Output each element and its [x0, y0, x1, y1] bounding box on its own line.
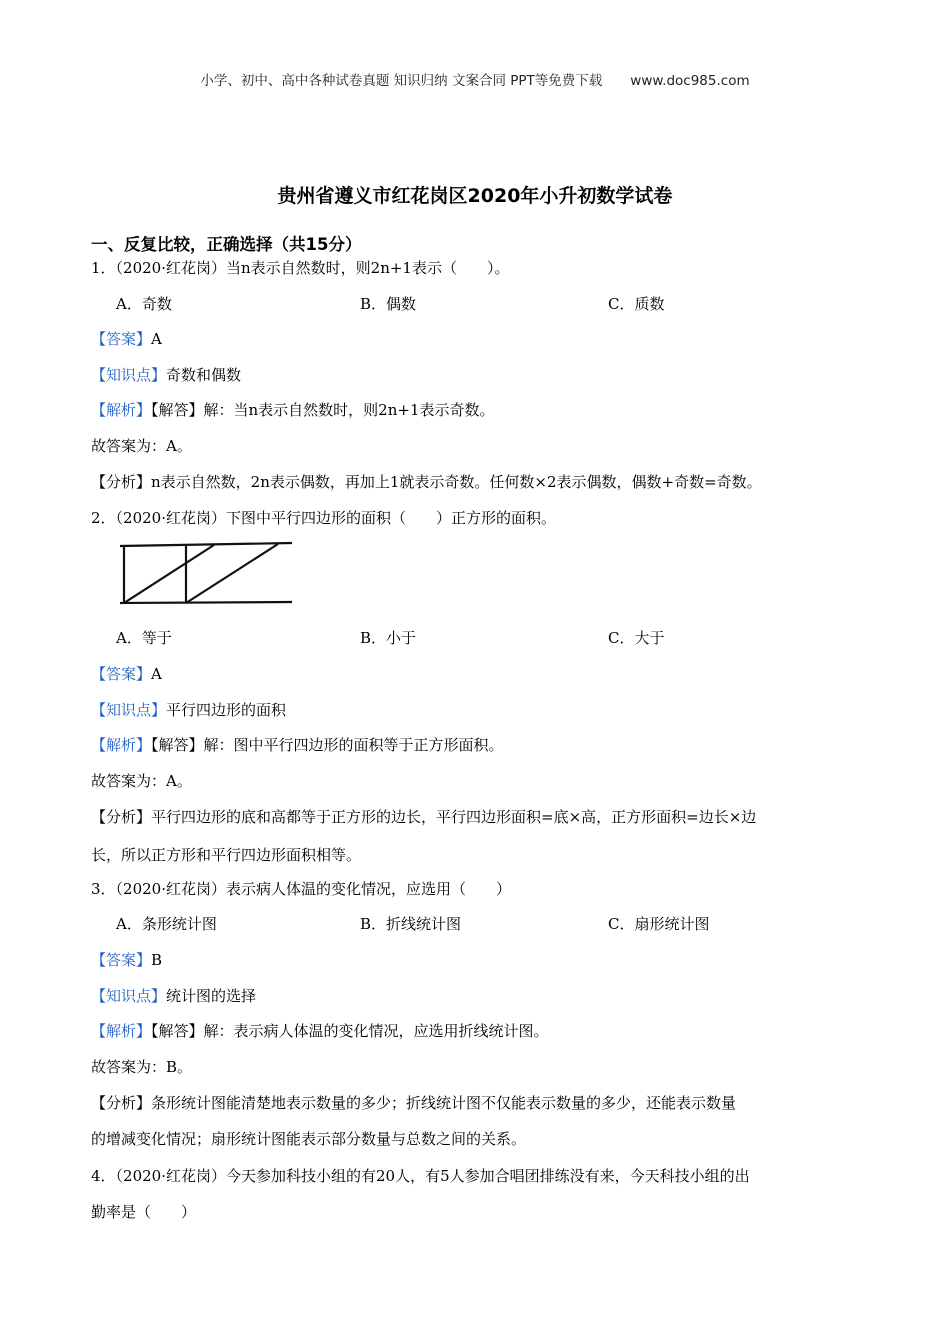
- q3-reason-line2: 的增减变化情况；扇形统计图能表示部分数量与总数之间的关系。: [91, 1130, 527, 1148]
- page-title: 贵州省遵义市红花岗区2020年小升初数学试卷: [277, 185, 673, 207]
- analysis-label: 【解析】: [91, 1022, 152, 1040]
- q2-stem: 2．（2020·红花岗）下图中平行四边形的面积（ ）正方形的面积。: [91, 509, 556, 527]
- knowledge-label: 【知识点】: [91, 987, 167, 1005]
- q2-knowledge: 平行四边形的面积: [166, 701, 287, 719]
- q4-stem-line2: 勤率是（ ）: [91, 1203, 197, 1221]
- figure-top-line: [120, 543, 292, 546]
- page-header: [0, 69, 950, 89]
- q3-reason-row: [91, 1093, 736, 1113]
- q2-conclusion: 故答案为：A。: [91, 772, 192, 790]
- knowledge-label: 【知识点】: [91, 366, 167, 384]
- q3-reason-line1: 条形统计图能清楚地表示数量的多少；折线统计图不仅能表示数量的多少，还能表示数量: [151, 1094, 737, 1112]
- q2-reason-row: [91, 807, 756, 827]
- figure-bottom-line: [120, 602, 292, 603]
- analysis-label: 【解析】: [91, 736, 152, 754]
- q2-answer: A: [151, 665, 162, 683]
- q1-analysis: 【解答】解：当n表示自然数时，则2n+1表示奇数。: [151, 401, 495, 419]
- q2-reason-line1: 平行四边形的底和高都等于正方形的边长，平行四边形面积=底×高，正方形面积=边长×边: [151, 808, 757, 826]
- q3-analysis-row: [91, 1021, 549, 1041]
- q3-answer-row: [91, 950, 162, 970]
- answer-label: 【答案】: [91, 330, 152, 348]
- q2-analysis-row: [91, 735, 504, 755]
- q2-option-c: C．大于: [608, 629, 665, 647]
- q1-conclusion: 故答案为：A。: [91, 437, 192, 455]
- q1-knowledge-row: [91, 365, 241, 385]
- q2-answer-row: [91, 664, 162, 684]
- q1-reason-row: [91, 472, 762, 492]
- q1-reason: n表示自然数，2n表示偶数，再加上1就表示奇数。任何数×2表示偶数，偶数+奇数=奇数。: [151, 473, 762, 491]
- q4-stem-line1: 4．（2020·红花岗）今天参加科技小组的有20人，有5人参加合唱团排练没有来，今天科技小组的出: [91, 1167, 750, 1185]
- answer-label: 【答案】: [91, 665, 152, 683]
- q3-option-c: C．扇形统计图: [608, 915, 710, 933]
- q1-stem: 1．（2020·红花岗）当n表示自然数时，则2n+1表示（ ）。: [91, 259, 510, 277]
- q2-reason-line2: 长，所以正方形和平行四边形面积相等。: [91, 846, 362, 864]
- q1-analysis-row: [91, 400, 495, 420]
- parallelogram-square-figure: [118, 540, 294, 608]
- section-heading: 一、反复比较，正确选择（共15分）: [91, 235, 362, 254]
- q1-option-b: B．偶数: [360, 295, 417, 313]
- analysis-label: 【解析】: [91, 401, 152, 419]
- reason-label: 【分析】: [91, 473, 152, 491]
- q1-knowledge: 奇数和偶数: [166, 366, 242, 384]
- header-site-link[interactable]: www.doc985.com: [630, 73, 750, 89]
- q2-option-a: A．等于: [116, 629, 172, 647]
- q3-answer: B: [151, 951, 163, 969]
- q3-knowledge: 统计图的选择: [166, 987, 257, 1005]
- reason-label: 【分析】: [91, 1094, 152, 1112]
- q3-stem: 3．（2020·红花岗）表示病人体温的变化情况，应选用（ ）: [91, 880, 511, 898]
- reason-label: 【分析】: [91, 808, 152, 826]
- answer-label: 【答案】: [91, 951, 152, 969]
- knowledge-label: 【知识点】: [91, 701, 167, 719]
- q2-option-b: B．小于: [360, 629, 417, 647]
- header-text: 小学、初中、高中各种试卷真题 知识归纳 文案合同 PPT等免费下载: [200, 73, 603, 89]
- q3-option-a: A．条形统计图: [116, 915, 217, 933]
- q3-knowledge-row: [91, 986, 256, 1006]
- q3-conclusion: 故答案为：B。: [91, 1058, 193, 1076]
- q1-answer-row: [91, 329, 162, 349]
- q1-answer: A: [151, 330, 162, 348]
- q3-analysis: 【解答】解：表示病人体温的变化情况，应选用折线统计图。: [151, 1022, 549, 1040]
- q1-option-a: A．奇数: [116, 295, 172, 313]
- q2-analysis: 【解答】解：图中平行四边形的面积等于正方形面积。: [151, 736, 504, 754]
- q3-option-b: B．折线统计图: [360, 915, 462, 933]
- q2-knowledge-row: [91, 700, 286, 720]
- q1-option-c: C．质数: [608, 295, 665, 313]
